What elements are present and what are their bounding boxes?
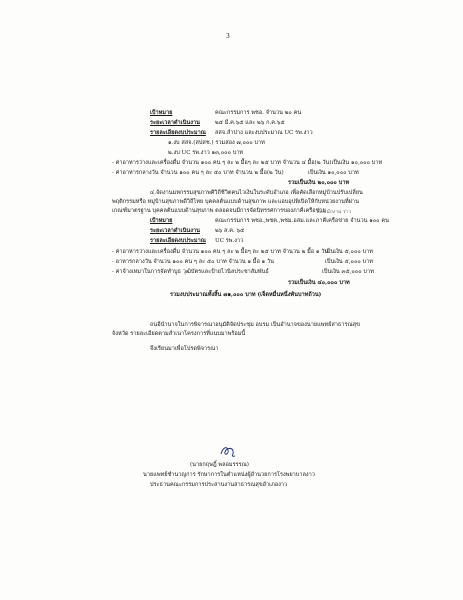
block2-item2-amount: เป็นเงิน ๕,๐๐๐ บาท (325, 259, 373, 265)
block1-budget-sub2: ๒.งบ UC รพ.งาว ๑๓,๐๐๐ บาท (168, 150, 244, 156)
block2-budget-label: รายละเอียดงบประมาณ (150, 238, 206, 244)
block2-paragraph-line2: พฤติกรรมหรือ หมู่บ้านสุขภาพดีวิถีไทย บุคคลต้นแบบด้านสุขภาพ และแอบอุปพิเปิดให้กับหน่วยงานที่ผ่าน (112, 199, 359, 205)
closing-line1: ถนอีนำนาจในการพิจารณาอนุมัติจัดประชุม อบรม เป็นอำนาจของนายแพทย์สาธารณสุข (150, 322, 360, 328)
block1-budget-value: สสจ.ลำปาง และงบประมาณ UC รพ.งาว (215, 130, 313, 136)
block2-target-label: เป้าหมาย (150, 218, 173, 224)
block2-period-label: ระยะเวลาดำเนินงาน (150, 228, 200, 234)
block1-target-label: เป้าหมาย (150, 110, 173, 116)
block2-paragraph-line3: เกณฑ์มาตรฐาน บุคคลต้นแบบด้านสุขภาพ ตลอดจนมีการจัดนิทรรศการของภาคีเครือข่าย (112, 208, 326, 214)
block1-period-value: ๒๕ มี.ค.๖๕ และ ๒๖ ก.ค.๖๕ (215, 120, 285, 126)
block2-total: รวมเป็นเงิน ๔๐,๐๐๐ บาท (288, 280, 350, 286)
signer-title-1: นายแพทย์ชำนาญการ รักษาการในตำแหน่งผู้อำนวยการโรงพยาบาลงาว (143, 472, 315, 478)
block2-budget-value: UC รพ.งาว (215, 238, 244, 244)
closing-line2: จังหวัด รายละเอียดตามสำเนาโครงการที่แนบมาพร้อมนี้ (112, 331, 246, 337)
block1-item1: - ค่าอาหารว่างและเครื่องดื่ม จำนวน ๑๐๐ คน ๆ ละ ๒ มื้อๆ ละ ๒๕ บาท จำนวน ๔ มื้อ(๒ วัน)เป็นเงิน ๑๐,๐๐๐ บาท (112, 160, 383, 166)
block1-budget-label: รายละเอียดงบประมาณ (150, 130, 206, 136)
block1-period-label: ระยะเวลาดำเนินงาน (150, 120, 200, 126)
block2-item3-text: - ค่าจ้างเหมาในการจัดทำบูธ วุฒิบัตรและป้ายไวนิลประชาสัมพันธ์ (112, 269, 269, 275)
block1-budget-sub1: ๑.งบ สสจ.(สปสช.) รวมสอง ๗,๐๐๐ บาท (168, 140, 265, 146)
page-number: 3 (226, 33, 230, 40)
block2-item1-amount: เป็นเงิน ๕,๐๐๐ บาท (325, 249, 373, 255)
grand-total: รวมงบประมาณทั้งสิ้น ๗๑,๐๐๐ บาท (เจ็ดหมื่นหนึ่งพันบาทถ้วน) (170, 292, 322, 298)
handwritten-signature (218, 444, 238, 460)
block2-paragraph-line1: ๔.จัดงานมหกรรมสุขภาพศิวิถีชีวิตคนไวเงินในระดับอำเภอ เพื่อคัดเลือกหมู่บ้านปรับเปลี่ยน (150, 190, 363, 196)
block1-item2-text: - ค่าอาหารกลางวัน จำนวน ๑๐๐ คน ๆ ละ ๕๐ บาท จำนวน ๒ มื้อ(๒ วัน) (112, 170, 284, 176)
block1-target-value: คณะกรรมการ พชอ. จำนวน ๒๐ คน (215, 110, 302, 116)
block2-period-value: ๒๖ ส.ค. ๖๕ (215, 228, 245, 234)
block2-item1-text: - ค่าอาหารว่างและเครื่องดื่ม จำนวน ๑๐๐ คน ๆ ละ ๒ มื้อๆ ละ ๒๕ บาท จำนวน ๒ มื้อ ๑ วัน (112, 249, 329, 255)
block2-item3-amount: เป็นเงิน ๓๕,๐๐๐ บาท (322, 269, 374, 275)
block2-item2-text: - อาหารกลางวัน จำนวน ๑๐๐ คน ๆ ละ ๕๐ บาท จำนวน ๑ มื้อ ๑ วัน (112, 259, 274, 265)
block1-total: รวมเป็นเงิน ๒๐,๐๐๐ บาท (288, 180, 350, 186)
closing-line3: จึงเรียนมาเพื่อโปรดพิจารณา (150, 346, 219, 352)
block2-target-value: คณะกรรมการ พชอ.,พชต.,พชม.อสม.และภาคีเครือข่าย จำนวน ๑๐๐ คน (215, 218, 389, 224)
handwritten-note: ที่ดนนักงาน ร่าว (316, 209, 351, 215)
signer-title-2: ประธานคณะกรรมการประสานงานสาธารณสุขอำเภองาว (150, 482, 288, 488)
block1-item2-amount: เป็นเงิน ๑๐,๐๐๐ บาท (308, 170, 359, 176)
signer-name: (นายกฤษฎิ์ พลอมรรรณ) (190, 462, 249, 468)
